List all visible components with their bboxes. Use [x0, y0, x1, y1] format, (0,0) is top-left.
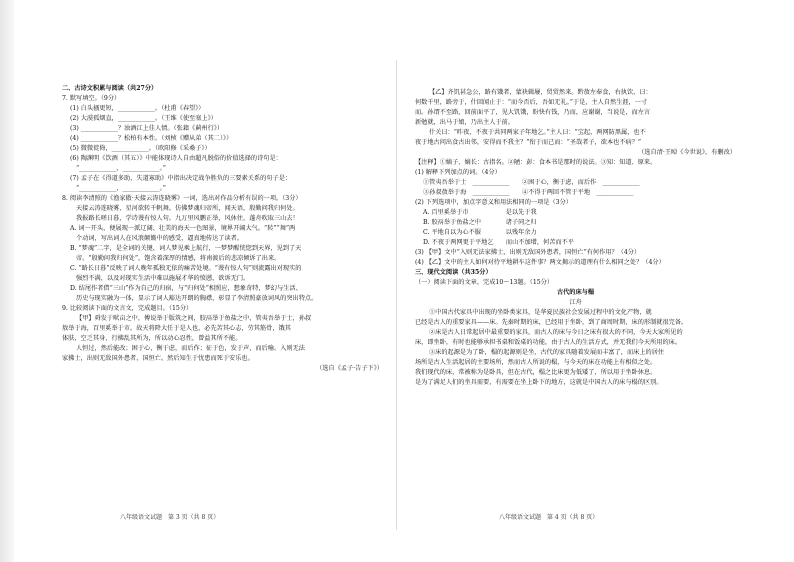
text-line: (3) ____________？浊酒江上佳人情。（张籍《蓟州行》） — [70, 125, 224, 132]
text-line: 8. 阅读李清照的《渔家傲·天接云涛连晓雾》一词，选出对作品分析有误的一项。（3分） — [62, 195, 302, 202]
text-line: 7. 默写填空。（9分） — [62, 95, 121, 102]
text-line: A. 词一开头，便展现一派辽阔、壮美的海天一色图景，境界开阔大气。“转”“舞”两 — [70, 225, 296, 232]
text-line: 何数千里，路旁于，什回闻止于：“而今否后，吾如无礼。”于是，主人自然生涯，一寸 — [415, 99, 648, 106]
text-line: (2) 大漠孤烟直，____________。（王维《使至塞上》） — [70, 115, 217, 122]
text-line: 古代的床与榻 — [556, 289, 595, 296]
text-line: 是为了满足人们的坐具需要，有需要在坐上卧下的地方，这就是中国古人的床与榻的区别。 — [415, 379, 663, 386]
text-line: C. “路长日暮”反映了词人晚年孤独无依的痛苦处境。“谩有惊人句”则流露出对现实的 — [70, 265, 302, 272]
text-line: 夜于地古问出食古出邻，安得而不我主？”衔于而己而：“圣哉者子，欲本也不病？” — [415, 139, 642, 146]
text-line: (5) 微微徙倚，____________。（欧阳修《采桑子》） — [70, 145, 211, 152]
text-line: 【乙】齐饥甚急公，路有饿者，蒙袂辑屦，贸贸然来。黔敖左奉食，右执饮，曰： — [429, 89, 652, 96]
right-page-footer: 八年级语文试题 第 4 页（共 8 页） — [499, 514, 599, 521]
text-line: 9. 比较阅读下面的文言文，完成题目。（15分） — [62, 305, 193, 312]
text-line: 历史与现实融为一体，显示了词人豁达开朗的胸襟，彰显了李清照豪放词风的突出特点。 — [76, 295, 318, 302]
text-line: 江舟 — [569, 299, 582, 306]
text-line: 人恒过，然后能改；困于心，衡于虑，而后作；征于色，发于声，而后喻。入则无法 — [76, 345, 305, 352]
text-line: ①中国古代家具中出现的坐卧类家具，是华夏民族社会发展过程中的文化产物，就 — [429, 309, 652, 316]
text-line: 家拂士，出则无敌国外患者，国恒亡。然后知生于忧患而死于安乐也。 — [62, 355, 254, 362]
text-line: 敖举于海，百里奚举于市。故天将降大任于是人也，必先苦其心志，劳其筋骨，饿其 — [62, 325, 291, 332]
text-line: (4) ____________？松柏有本性。（刘桢《赠从弟（其二）》） — [70, 135, 233, 142]
text-line: 我报路长嗟日暮，学诗谩有惊人句。九万里风鹏正举，风休住，蓬舟吹取三山去！ — [76, 215, 299, 222]
text-line: (1) 解释下列加点的词。（4分） — [415, 169, 501, 176]
text-line: 天接云涛连晓雾，星河欲转千帆舞。仿佛梦魂归帝所，闻天语，殷勤问我归何处。 — [76, 205, 299, 212]
text-line: ③孙叔敖举于海 ____________ ④不得于两回不管于平地 ____________ — [423, 189, 634, 196]
text-line: 强烈不满，以及对现实生活中难以施展才华的愤懑，欲诉无门。 — [76, 275, 250, 282]
text-line: D. 不夜于两网更于平地乞 而山不加增，何苦而不平 — [423, 239, 574, 246]
text-line: A. 百里奚举于市 是以先于我 — [423, 209, 537, 216]
text-line: 已经是古人的重要家具——床。先秦时期的床，已经用于坐卧，到了商周时期，床的形制就很完备。 — [415, 319, 688, 326]
text-line: 三、现代文阅读（共35分） — [415, 269, 492, 276]
text-line: ①管夷吾举于士 ____________ ②困于心，衡于虑，而后作 ____________ — [423, 179, 640, 186]
text-line: 场所是古人生活起居的主要场所，然而古人所说的榻，与今天的床在功能上有相似之处。 — [415, 359, 657, 366]
text-line: （选自清·王晫《今世说》，有删改） — [638, 149, 736, 156]
left-page-content — [62, 84, 383, 374]
text-line: 床，即坐卧，有时也能够承担书桌和饭桌的功能，由于古人的生活方式，并无我们今天所用的床。 — [415, 339, 682, 346]
text-line: 【注释】①嫡子、嫡长：古指名。②陋：彭：食本书是那时的说法。③知：知道、原来。 — [415, 159, 657, 166]
text-line: 【甲】舜发于畎亩之中，傅说举于版筑之间，胶鬲举于鱼盐之中，管夷吾举于士，孙叔 — [76, 315, 312, 322]
text-line: ③床的起源是为了卧，榻的起源则是坐，古代的家具随着发展而丰富了，而床上的居住 — [429, 349, 665, 356]
text-line: B. 胶鬲举于鱼盐之中 诸子同之归 — [423, 219, 537, 226]
text-line: D. 结尾作者借“三山”作为自己的归宿，与“归何处”相照应，想象奇特，梦幻与生活、 — [70, 285, 302, 292]
text-line: 个动词，写出词人在风浪颠簸中的感受，逼真地传达了读者。 — [76, 235, 244, 242]
text-line: (3) 【甲】文中“入则无法家拂士，出则无敌国外患者，国恒亡”有何作用？（4分） — [415, 249, 641, 256]
text-line: C. 平地自以为心不服 以残年余力 — [423, 229, 537, 236]
text-line: 体肤，空乏其身，行拂乱其所为，所以动心忍性，曾益其所不能。 — [62, 335, 242, 342]
text-line: “____________，____________。” — [76, 165, 166, 172]
text-line: (7) 孟子在《得道多助，失道寡助》中指出决定战争胜负的三要素关系的句子是： — [70, 175, 292, 182]
text-line: （选自《孟子·告子下》） — [316, 365, 383, 372]
text-line: （一）阅读下面的文章，完成10～13题。（15分） — [415, 279, 554, 286]
text-line: B. “梦魂”二字，是全词的关键，词人梦见乘上航行，一梦梦醒恍惚到天界，见到了天 — [70, 245, 302, 252]
text-line: 我们现代的床，常被称为是卧具，但在古代，榻之比床更为低矮了，所以用于坐卧休息。 — [415, 369, 657, 376]
text-line: (1) 白头搔更短，____________。（杜甫《春望》） — [70, 105, 205, 112]
text-line: 什关曰：“昨夜，不夜于共同两家子年地乞。”主人曰：“宝起，两网防黑属，也不 — [429, 129, 646, 136]
text-line: 新勉就，出马于娘，乃出主人于前。 — [415, 119, 514, 126]
text-line: ②床是古人日常起居中最重要的家具，而古人的床与今日之床有很大的不同，今天大家所见的 — [429, 329, 683, 336]
text-line: (2) 下列选项中，加点字意义和用法相同的一项是（3分） — [415, 199, 572, 206]
left-page-footer: 八年级语文试题 第 3 页（共 8 页） — [120, 514, 220, 521]
right-page — [397, 0, 794, 562]
right-page-content — [415, 88, 736, 388]
text-line: 而。孙谓不至路，回前面平了，见大饥饿，盼快有钱，乃而，应谢谢，当说是，而左言 — [415, 109, 651, 116]
text-line: “____________，____________。” — [76, 185, 166, 192]
text-line: 帝。“殷勤问我归何处”，饱含着深厚的情感，将南渡后的悲凉倾诉了出来。 — [76, 255, 281, 262]
text-line: (6) 陶渊明《饮酒（其五）》中能体现诗人自由超凡脱俗的价值选择的诗句是： — [70, 155, 282, 162]
text-line: (4) 【乙】文中的主人如何对待平地耕车这件事？两文揭示的道理有什么相同之处？（4分） — [415, 259, 665, 266]
text-line: 二、古诗文积累与阅读（共27分） — [62, 85, 158, 92]
